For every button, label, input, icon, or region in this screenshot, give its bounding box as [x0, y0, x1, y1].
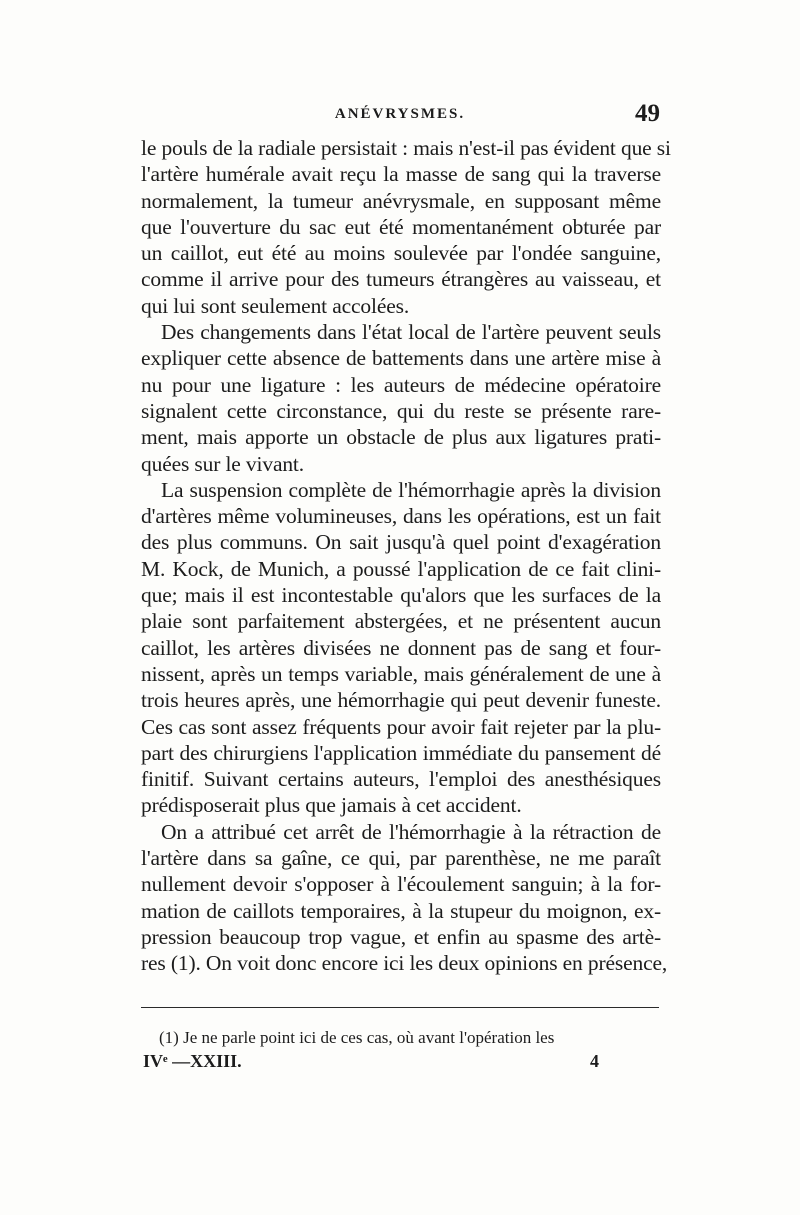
text-line: signalent cette circonstance, qui du reste se présente rare- — [141, 398, 661, 423]
text-line: l'artère humérale avait reçu la masse de sang qui la traverse — [141, 162, 661, 187]
text-line: La suspension complète de l'hémorrhagie après la division — [161, 477, 661, 502]
text-line: nullement devoir s'opposer à l'écoulement sanguin; à la for- — [141, 872, 661, 897]
text-line: le pouls de la radiale persistait : mais n'est-il pas évident que si — [141, 136, 671, 160]
text-line: prédisposerait plus que jamais à cet accident. — [141, 793, 522, 818]
footnote-divider — [141, 1007, 659, 1008]
page-number: 49 — [635, 100, 660, 127]
signature-number: 4 — [590, 1051, 599, 1071]
text-line: qui lui sont seulement accolées. — [141, 293, 410, 318]
text-line: un caillot, eut été au moins soulevée par l'ondée sanguine, — [141, 241, 661, 266]
text-line: normalement, la tumeur anévrysmale, en supposant même — [141, 188, 661, 213]
text-line: Ces cas sont assez fréquents pour avoir fait rejeter par la plu- — [141, 714, 661, 739]
text-line: que; mais il est incontestable qu'alors que les surfaces de la — [141, 583, 661, 608]
text-line: res (1). On voit donc encore ici les deux opinions en présence, — [141, 951, 668, 976]
text-line: plaie sont parfaitement abstergées, et ne présentent aucun — [141, 609, 661, 634]
text-line: Des changements dans l'état local de l'artère peuvent seuls — [161, 320, 661, 345]
text-line: pression beaucoup trop vague, et enfin au spasme des artè- — [141, 924, 661, 949]
text-line: ment, mais apporte un obstacle de plus aux ligatures prati- — [141, 425, 661, 450]
text-line: l'artère dans sa gaîne, ce qui, par parenthèse, ne me paraît — [141, 846, 661, 871]
running-head — [140, 100, 660, 134]
footnote-line: (1) Je ne parle point ici de ces cas, où avant l'opération les — [159, 1028, 555, 1047]
footnote — [141, 1027, 661, 1049]
text-line: d'artères même volumineuses, dans les opérations, est un fait — [141, 504, 661, 529]
text-line: expliquer cette absence de battements dans une artère mise à — [141, 346, 661, 371]
text-line: trois heures après, une hémorrhagie qui peut devenir funeste. — [141, 688, 661, 713]
running-title: ANÉVRYSMES. — [334, 106, 466, 122]
text-line: comme il arrive pour des tumeurs étrangères au vaisseau, et — [141, 267, 661, 292]
signature-volume: IVᵉ —XXIII. — [143, 1051, 242, 1071]
text-line: part des chirurgiens l'application immédiate du pansement dé — [141, 740, 661, 765]
text-line: quées sur le vivant. — [141, 451, 304, 476]
body-text — [141, 135, 671, 977]
text-line: que l'ouverture du sac eut été momentanément obturée par — [141, 214, 661, 239]
text-line: des plus communs. On sait jusqu'à quel point d'exagération — [141, 530, 661, 555]
text-line: M. Kock, de Munich, a poussé l'application de ce fait clini- — [141, 556, 661, 581]
text-line: finitif. Suivant certains auteurs, l'emploi des anesthésiques — [141, 767, 661, 792]
text-line: nissent, après un temps variable, mais généralement de une à — [141, 661, 661, 686]
text-line: nu pour une ligature : les auteurs de médecine opératoire — [141, 372, 661, 397]
text-line: On a attribué cet arrêt de l'hémorrhagie à la rétraction de — [161, 819, 661, 844]
text-line: mation de caillots temporaires, à la stupeur du moignon, ex- — [141, 898, 661, 923]
text-line: caillot, les artères divisées ne donnent pas de sang et four- — [141, 635, 661, 660]
